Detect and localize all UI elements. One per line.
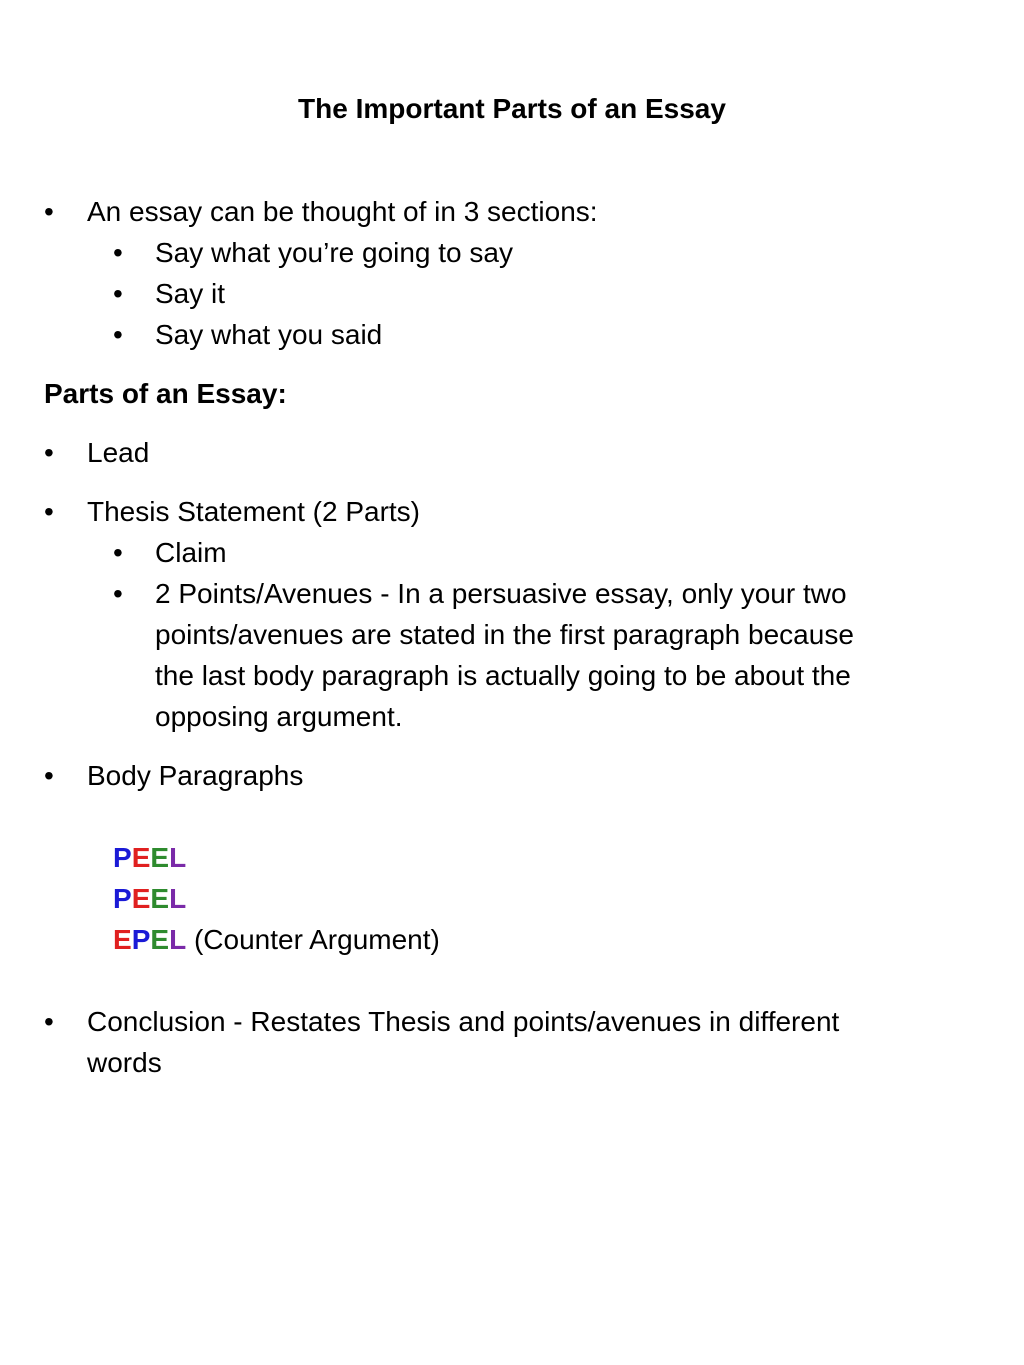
peel-letter: E xyxy=(131,842,151,873)
intro-sub-item: Say what you said xyxy=(155,319,383,350)
lead-item: Lead xyxy=(87,437,150,468)
peel-row xyxy=(113,878,186,919)
peel-letter: L xyxy=(169,842,187,873)
peel-letter: L xyxy=(169,924,187,955)
bullet-marker: • xyxy=(113,319,123,350)
bullet-marker: • xyxy=(113,578,123,609)
thesis-points-line: the last body paragraph is actually going to be about the xyxy=(155,660,851,691)
body-paragraphs-item: Body Paragraphs xyxy=(87,760,304,791)
peel-letter: L xyxy=(169,883,187,914)
peel-row xyxy=(113,837,186,878)
intro-text: An essay can be thought of in 3 sections: xyxy=(87,196,598,227)
intro-sub-item: Say what you’re going to say xyxy=(155,237,513,268)
thesis-points-line: opposing argument. xyxy=(155,701,403,732)
bullet-marker: • xyxy=(113,237,123,268)
peel-letter: P xyxy=(113,842,132,873)
peel-letter: P xyxy=(131,924,151,955)
peel-row xyxy=(113,919,440,960)
conclusion-line: words xyxy=(87,1047,162,1078)
peel-letter: E xyxy=(150,924,170,955)
bullet-marker: • xyxy=(44,760,54,791)
bullet-marker: • xyxy=(113,278,123,309)
page-title: The Important Parts of an Essay xyxy=(298,93,726,124)
parts-heading: Parts of an Essay: xyxy=(44,378,287,409)
bullet-marker: • xyxy=(44,437,54,468)
thesis-claim: Claim xyxy=(155,537,227,568)
peel-letter: P xyxy=(113,883,132,914)
conclusion-line: Conclusion - Restates Thesis and points/avenues in different xyxy=(87,1006,840,1037)
thesis-points-line: points/avenues are stated in the first paragraph because xyxy=(155,619,854,650)
bullet-marker: • xyxy=(44,496,54,527)
peel-suffix: (Counter Argument) xyxy=(186,924,440,955)
peel-letter: E xyxy=(131,883,151,914)
intro-sub-item: Say it xyxy=(155,278,226,309)
bullet-marker: • xyxy=(113,537,123,568)
peel-letter: E xyxy=(113,924,132,955)
bullet-marker: • xyxy=(44,196,54,227)
thesis-points-line: 2 Points/Avenues - In a persuasive essay, only your two xyxy=(155,578,847,609)
peel-letter: E xyxy=(150,842,170,873)
bullet-marker: • xyxy=(44,1006,54,1037)
thesis-item: Thesis Statement (2 Parts) xyxy=(87,496,421,527)
peel-letter: E xyxy=(150,883,170,914)
